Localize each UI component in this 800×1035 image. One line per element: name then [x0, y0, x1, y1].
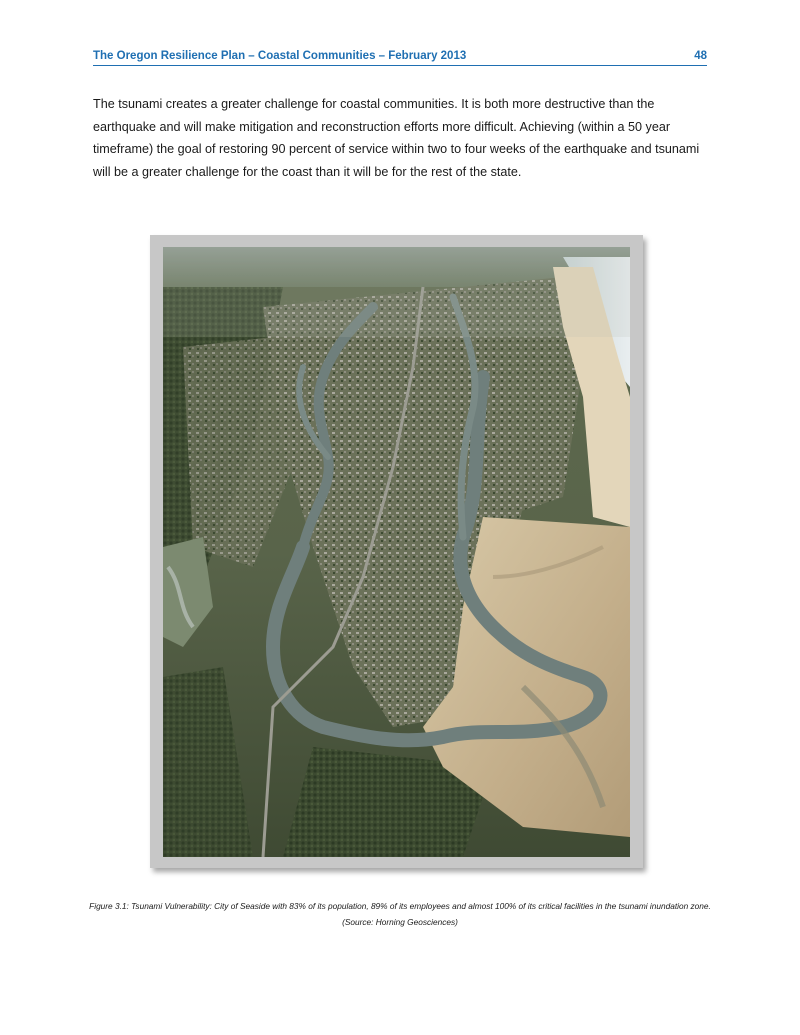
page-number: 48 [694, 50, 707, 62]
figure-caption: Figure 3.1: Tsunami Vulnerability: City of Seaside with 83% of its population, 89% of its employees and almost 100% of its critical facilities in the tsunami inundation zone. (Source: Horning Geosciences) [89, 901, 711, 927]
aerial-photo-seaside [163, 247, 630, 857]
header-title: The Oregon Resilience Plan – Coastal Communities – February 2013 [93, 50, 467, 62]
figure-frame [150, 235, 643, 868]
page-header [93, 49, 707, 66]
body-paragraph: The tsunami creates a greater challenge for coastal communities. It is both more destructive than the earthquake and will make mitigation and reconstruction efforts more difficult. Achieving (within a 50 year timeframe) the goal of restoring 90 percent of service within two to four weeks of the earthquake and tsunami will be a greater challenge for the coast than it will be for the rest of the state. [93, 97, 700, 179]
